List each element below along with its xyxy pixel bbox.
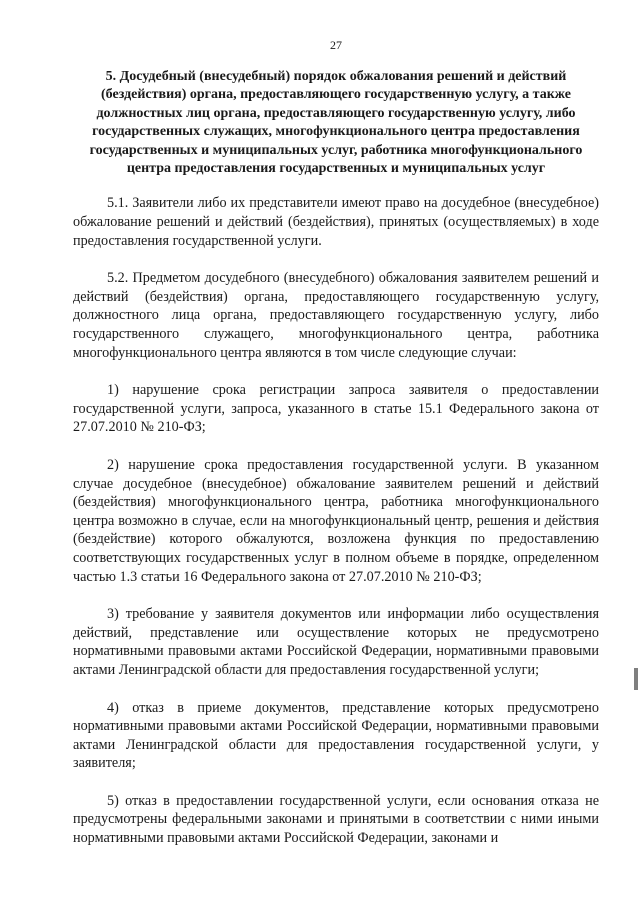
section-body xyxy=(73,194,599,847)
paragraph-5-2: 5.2. Предметом досудебного (внесудебного) обжалования заявителем решений и действий (бездействия) органа, предоставляющего государственную услугу, должностного лица органа, предоставляющего государственную услугу, либо государственного служащего, многофункционального центра, работника многофункционального центра являются в том числе следующие случаи: xyxy=(73,270,599,361)
list-item-4: 4) отказ в приеме документов, представление которых предусмотрено нормативными правовыми актами Российской Федерации, нормативными правовыми актами Ленинградской области для предоставления государственной услуги, у заявителя; xyxy=(73,699,599,772)
list-item-3: 3) требование у заявителя документов или информации либо осуществления действий, представление или осуществление которых не предусмотрено нормативными правовыми актами Российской Федерации, нормативными правовыми актами Ленинградской области для предоставления государственной услуги; xyxy=(73,606,599,678)
page-number: 27 xyxy=(330,38,342,52)
list-item-2: 2) нарушение срока предоставления государственной услуги. В указанном случае досудебное (внесудебное) обжалование заявителем решений и действий (бездействия) многофункционального центра, работника многофункционального центра возможно в случае, если на многофункциональный центр, решения и действия (бездействие) которого обжалуются, возложена функция по предоставлению соответствующих государственных услуг в полном объеме в порядке, определенном частью 1.3 статьи 16 Федерального закона от 27.07.2010 № 210-ФЗ; xyxy=(73,456,599,585)
document-page xyxy=(73,38,599,848)
list-item-5: 5) отказ в предоставлении государственной услуги, если основания отказа не предусмотрены федеральными законами и принятыми в соответствии с ними иными нормативными правовыми актами Российской Федерации, законами и xyxy=(73,792,599,847)
scan-edge-mark xyxy=(634,668,638,690)
paragraph-5-1: 5.1. Заявители либо их представители имеют право на досудебное (внесудебное) обжалование решений и действий (бездействия), принятых (осуществляемых) в ходе предоставления государственной услуги. xyxy=(73,195,599,249)
list-item-1: 1) нарушение срока регистрации запроса заявителя о предоставлении государственной услуги, запроса, указанного в статье 15.1 Федерального закона от 27.07.2010 № 210-ФЗ; xyxy=(73,382,599,436)
section-heading: 5. Досудебный (внесудебный) порядок обжалования решений и действий (бездействия) органа, предоставляющего государственную услугу, а также должностных лиц органа, предоставляющего государственную услугу, либо государственных служащих, многофункционального центра предоставления государственных и муниципальных услуг, работника многофункционального центра предоставления государственных и муниципальных услуг xyxy=(89,69,583,177)
